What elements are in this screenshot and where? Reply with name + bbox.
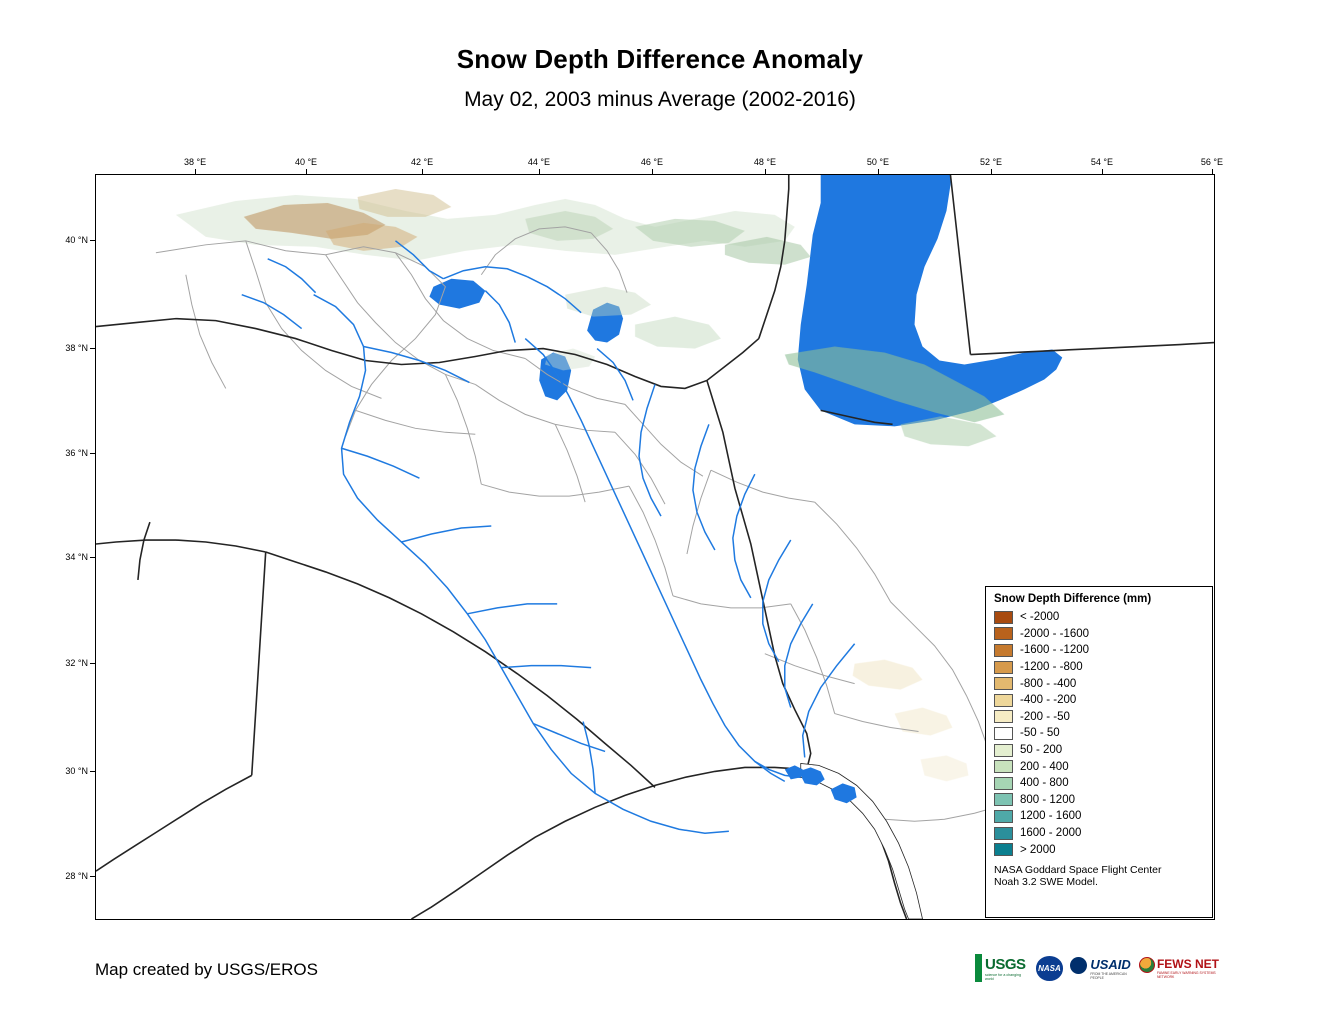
legend-entry-label: -1200 - -800: [1020, 661, 1083, 674]
x-axis-tick-mark: [195, 169, 196, 174]
y-axis-tick-mark: [90, 663, 95, 664]
legend-entry-label: 800 - 1200: [1020, 793, 1075, 806]
y-axis-tick-label: 40 °N: [65, 235, 88, 246]
fewsnet-logo-text: FEWS NET: [1156, 957, 1219, 971]
x-axis-tick-label: 56 °E: [1200, 157, 1224, 167]
legend-color-swatch: [994, 644, 1013, 657]
legend-entry-label: 1600 - 2000: [1020, 827, 1082, 840]
legend-color-swatch: [994, 760, 1013, 773]
water-bodies: [429, 175, 1062, 833]
y-axis-tick-label: 32 °N: [65, 658, 88, 668]
rivers: [242, 241, 855, 833]
legend-entry: [994, 725, 1204, 742]
legend-entry-label: 1200 - 1600: [1020, 810, 1082, 823]
y-axis-tick-label: 28 °N: [65, 870, 88, 881]
usaid-logo-text: USAID: [1090, 956, 1131, 972]
legend-entry: [994, 792, 1204, 809]
legend-entry: [994, 609, 1204, 626]
legend-entry-label: -800 - -400: [1020, 677, 1077, 690]
legend-entry: [994, 626, 1204, 643]
legend-entry: [994, 659, 1204, 676]
x-axis-tick-label: 40 °E: [294, 157, 318, 167]
x-axis-tick-mark: [1212, 169, 1213, 174]
x-axis-tick-label: 52 °E: [979, 157, 1003, 167]
x-axis-tick-label: 50 °E: [866, 157, 890, 167]
legend-entry-label: < -2000: [1020, 611, 1060, 624]
y-axis-tick-mark: [90, 240, 95, 241]
legend-entry-label: -200 - -50: [1020, 710, 1070, 723]
legend-color-swatch: [994, 827, 1013, 840]
x-axis-tick-label: 44 °E: [527, 157, 551, 167]
usaid-logo: [1070, 954, 1132, 982]
y-axis-tick-mark: [90, 876, 95, 877]
nasa-logo-text: NASA: [1038, 963, 1061, 973]
x-axis-tick-mark: [878, 169, 879, 174]
usgs-logo-text: USGS: [985, 955, 1026, 973]
y-axis-tick-mark: [90, 557, 95, 558]
legend-color-swatch: [994, 744, 1013, 757]
x-axis-tick-mark: [652, 169, 653, 174]
legend-entry-label: -400 - -200: [1020, 694, 1077, 707]
legend-color-swatch: [994, 793, 1013, 806]
legend-color-swatch: [994, 661, 1013, 674]
legend-note-line2: Noah 3.2 SWE Model.: [994, 876, 1098, 889]
logo-bar: [975, 952, 1220, 984]
legend-entry: [994, 825, 1204, 842]
y-axis-tick-mark: [90, 453, 95, 454]
y-axis-tick-label: 36 °N: [65, 448, 88, 458]
legend-color-swatch: [994, 710, 1013, 723]
page-subtitle: May 02, 2003 minus Average (2002-2016): [464, 88, 856, 111]
legend-entry-label: -50 - 50: [1020, 727, 1060, 740]
legend-note: [994, 864, 1204, 889]
legend-entry-label: -2000 - -1600: [1020, 627, 1090, 640]
legend-entry-label: > 2000: [1020, 843, 1056, 856]
legend-entry: [994, 808, 1204, 825]
legend-entry: [994, 841, 1204, 858]
x-axis-tick-mark: [539, 169, 540, 174]
x-axis-tick-mark: [306, 169, 307, 174]
legend-rows: [994, 609, 1204, 858]
legend-color-swatch: [994, 843, 1013, 856]
legend-color-swatch: [994, 627, 1013, 640]
map-legend: [985, 586, 1213, 918]
legend-entry: [994, 742, 1204, 759]
fewsnet-logo-sub: FAMINE EARLY WARNING SYSTEMS NETWORK: [1156, 971, 1216, 979]
x-axis-tick-label: 54 °E: [1090, 157, 1114, 167]
fewsnet-logo: [1139, 954, 1220, 982]
legend-entry: [994, 758, 1204, 775]
x-axis-tick-mark: [422, 169, 423, 174]
page-title: Snow Depth Difference Anomaly: [456, 44, 864, 74]
nasa-logo: [1036, 956, 1064, 981]
legend-entry-label: 50 - 200: [1020, 744, 1063, 757]
y-axis-tick-mark: [90, 771, 95, 772]
legend-entry-label: -1600 - -1200: [1020, 644, 1090, 657]
legend-note-line1: NASA Goddard Space Flight Center: [994, 863, 1162, 876]
x-axis-tick-label: 38 °E: [183, 157, 207, 167]
legend-entry: [994, 692, 1204, 709]
legend-title: Snow Depth Difference (mm): [994, 593, 1152, 605]
y-axis-tick-label: 34 °N: [65, 551, 88, 562]
usaid-logo-sub: FROM THE AMERICAN PEOPLE: [1090, 971, 1127, 980]
map-credit: Map created by USGS/EROS: [95, 960, 318, 979]
y-axis-tick-label: 30 °N: [65, 765, 88, 776]
y-axis-tick-mark: [90, 348, 95, 349]
legend-entry-label: 200 - 400: [1020, 760, 1069, 773]
legend-entry-label: 400 - 800: [1020, 777, 1069, 790]
x-axis-tick-label: 46 °E: [640, 157, 664, 167]
legend-color-swatch: [994, 611, 1013, 624]
fewsnet-globe-icon: [1139, 957, 1155, 973]
legend-color-swatch: [994, 810, 1013, 823]
persian-gulf: [785, 763, 923, 919]
legend-color-swatch: [994, 727, 1013, 740]
legend-color-swatch: [994, 694, 1013, 707]
x-axis-tick-mark: [1102, 169, 1103, 174]
usgs-logo: [975, 954, 1029, 982]
x-axis-tick-label: 48 °E: [753, 157, 777, 167]
x-axis-tick-mark: [991, 169, 992, 174]
legend-entry: [994, 709, 1204, 726]
usgs-logo-sub: science for a changing world: [985, 972, 1021, 981]
x-axis-tick-mark: [765, 169, 766, 174]
usaid-seal-icon: [1070, 957, 1087, 974]
legend-entry: [994, 642, 1204, 659]
legend-entry: [994, 775, 1204, 792]
legend-color-swatch: [994, 777, 1013, 790]
x-axis-tick-label: 42 °E: [410, 157, 434, 167]
y-axis-tick-label: 38 °N: [65, 343, 88, 354]
legend-entry: [994, 675, 1204, 692]
legend-color-swatch: [994, 677, 1013, 690]
